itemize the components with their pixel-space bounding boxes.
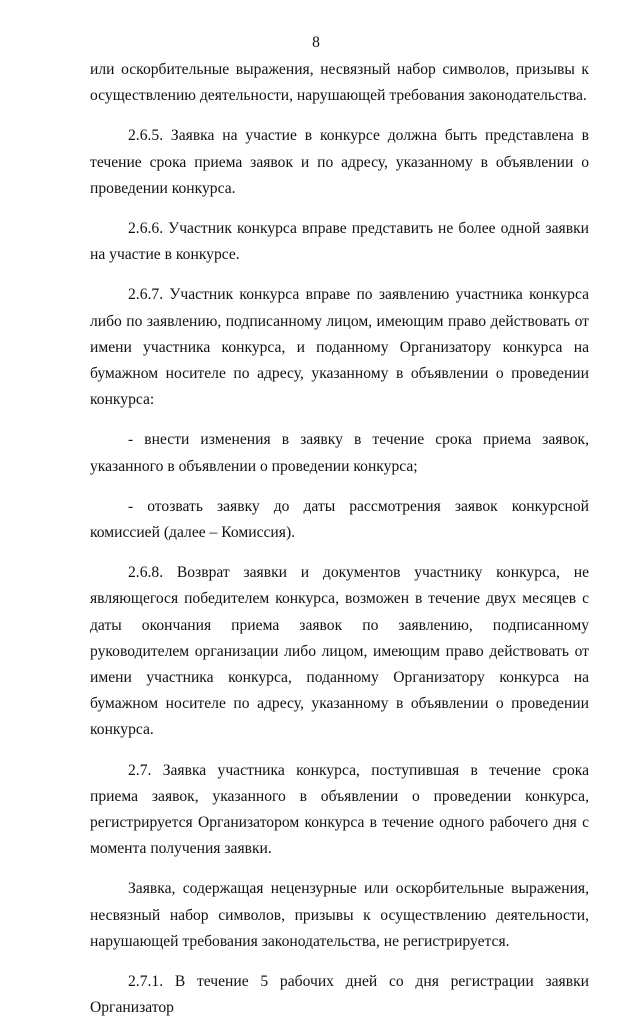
paragraph-not-registered: Заявка, содержащая нецензурные или оскорбительные выражения, несвязный набор символов, призывы к осуществлению деятельности, нарушающей требования законодательства, не регистрируется. [90, 880, 589, 950]
list-item-withdraw: - отозвать заявку до даты рассмотрения заявок конкурсной комиссией (далее – Комиссия). [90, 497, 589, 542]
page-number: 8 [312, 34, 320, 51]
document-body [90, 57, 589, 1022]
paragraph-2-6-8: 2.6.8. Возврат заявки и документов участнику конкурса, не являющегося победителем конкурса, возможен в течение двух месяцев с даты окончания приема заявок по заявлению, подписанному руководителем организации либо лицом, имеющим право действовать от имени участника конкурса, поданному Организатору конкурса на бумажном носителе по адресу, указанному в объявлении о проведении конкурса. [90, 564, 589, 739]
paragraph-2-6-6: 2.6.6. Участник конкурса вправе представить не более одной заявки на участие в конкурсе. [90, 220, 589, 264]
paragraph-2-6-5: 2.6.5. Заявка на участие в конкурсе должна быть представлена в течение срока приема заявок и по адресу, указанному в объявлении о проведении конкурса. [90, 127, 589, 197]
paragraph-continuation: или оскорбительные выражения, несвязный набор символов, призывы к осуществлению деятельности, нарушающей требования законодательства. [90, 61, 589, 105]
paragraph-2-7-1: 2.7.1. В течение 5 рабочих дней со дня регистрации заявки Организатор [90, 973, 589, 1017]
list-item-make-changes: - внести изменения в заявку в течение срока приема заявок, указанного в объявлении о проведении конкурса; [90, 431, 589, 475]
paragraph-2-7: 2.7. Заявка участника конкурса, поступившая в течение срока приема заявок, указанного в объявлении о проведении конкурса, регистрируется Организатором конкурса в течение одного рабочего дня с момента получения заявки. [90, 761, 589, 858]
paragraph-2-6-7: 2.6.7. Участник конкурса вправе по заявлению участника конкурса либо по заявлению, подписанному лицом, имеющим право действовать от имени участника конкурса, и поданному Организатору конкурса на бумажном носителе по адресу, указанному в объявлении о проведении конкурса: [90, 286, 589, 409]
